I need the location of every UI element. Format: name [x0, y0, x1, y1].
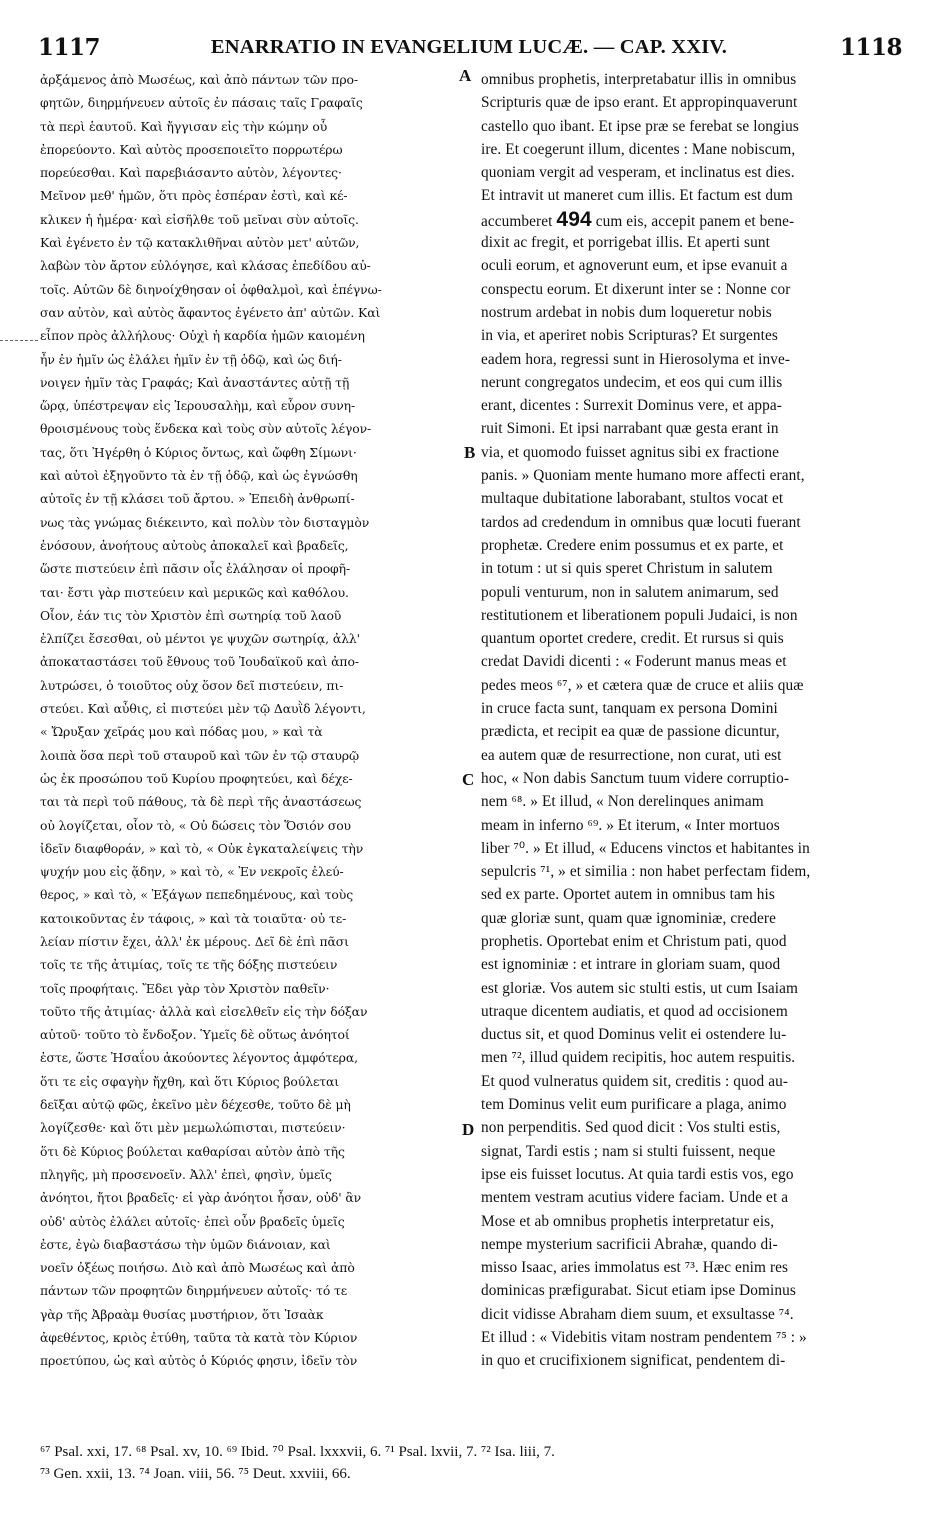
greek-text-line: ὡς ἐκ προσώπου τοῦ Κυρίου προφητεύει, καὶ δέχε-	[40, 770, 353, 786]
greek-text-line: φητῶν, διηρμήνευεν αὐτοῖς ἐν πάσαις ταῖς Γραφαῖς	[40, 95, 363, 111]
latin-text-line: est ignominiæ : et intrare in gloriam suam, quod	[481, 956, 781, 974]
footnote-line: ⁷³ Gen. xxii, 13. ⁷⁴ Joan. viii, 56. ⁷⁵ Deut. xxviii, 66.	[40, 1466, 351, 1482]
greek-text-line: ὅτι τε εἰς σφαγὴν ἤχθη, καὶ ὅτι Κύριος βούλεται	[40, 1073, 340, 1089]
latin-text-line: est gloriæ. Vos autem sic stulti estis, ut cum Isaiam	[481, 979, 799, 997]
latin-text-line: ruit Simoni. Et ipsi narrabant quæ gesta erant in	[481, 420, 779, 438]
latin-text-line: quæ gloriæ sunt, quam quæ ignominiæ, credere	[481, 909, 777, 927]
latin-text-line: via, et quomodo fuisset agnitus sibi ex fractione	[481, 443, 780, 461]
latin-text-line: eadem hora, regressi sunt in Hierosolyma et inve-	[481, 350, 791, 368]
greek-text-line: οὐ λογίζεται, οἷον τὸ, « Οὐ δώσεις τὸν Ὅσιόν σου	[40, 817, 351, 833]
greek-text-line: αὐτοῖς ἐν τῇ κλάσει τοῦ ἄρτου. » Ἐπειδὴ ἀνθρωπί-	[40, 491, 355, 507]
latin-text-line: omnibus prophetis, interpretabatur illis in omnibus	[481, 71, 797, 88]
margin-marker-b: B	[464, 443, 476, 462]
greek-text-line: ται· ἔστι γὰρ πιστεύειν καὶ μερικῶς καὶ καθόλου.	[40, 584, 349, 600]
greek-text-line: ἐπορεύοντο. Καὶ αὐτὸς προσεποιεῖτο πορρωτέρω	[40, 141, 343, 157]
right-page-number: 1118	[839, 34, 902, 61]
left-page-number: 1117	[38, 34, 101, 61]
greek-text-column	[40, 68, 452, 1373]
latin-text-line: pedes meos ⁶⁷, » et cætera quæ de cruce et aliis quæ	[481, 676, 804, 694]
latin-text-line: sepulcris ⁷¹, » et similia : non habet perfectam fidem,	[481, 863, 811, 881]
latin-text-line: in via, et aperiret nobis Scripturas? Et surgentes	[481, 327, 778, 345]
latin-text-line: meam in inferno ⁶⁹. » Et iterum, « Inter mortuos	[481, 816, 780, 834]
greek-text-line: λαβὼν τὸν ἄρτον εὐλόγησε, καὶ κλάσας ἐπεδίδου αὐ-	[40, 258, 371, 274]
latin-text-line: Scripturis quæ de ipso erant. Et appropinquaverunt	[481, 94, 798, 112]
greek-text-line: κατοικοῦντας ἐν τάφοις, » καὶ τὰ τοιαῦτα· οὐ τε-	[40, 910, 347, 926]
latin-text-line: ductus sit, et quod Dominus velit ei ostendere lu-	[481, 1026, 787, 1044]
greek-text-line: τοῦτο τῆς ἀτιμίας· ἀλλὰ καὶ εἰσελθεῖν εἰς τὴν δόξαν	[40, 1003, 368, 1019]
latin-text-line: in quo et crucifixionem significat, pendentem di-	[481, 1352, 786, 1370]
margin-marker-c: C	[462, 770, 475, 789]
greek-text-line: καὶ αὐτοὶ ἐξηγοῦντο τὰ ἐν τῇ ὁδῷ, καὶ ὡς ἐγνώσθη	[40, 468, 358, 484]
greek-text-line: ἰδεῖν διαφθοράν, » καὶ τὸ, « Οὐκ ἐγκαταλείψεις τὴν	[40, 840, 364, 856]
greek-text-line: ἀνόητοι, ἤτοι βραδεῖς· εἰ γὰρ ἀνόητοι ἦσαν, οὐδ' ἂν	[40, 1190, 362, 1206]
latin-text-line: misso Isaac, aries immolatus est ⁷³. Hæc enim res	[481, 1259, 789, 1277]
latin-text-column	[481, 68, 903, 1373]
greek-text-line: ἀφεθέντος, κριὸς ἐτύθη, ταῦτα τὰ κατὰ τὸν Κύριον	[40, 1330, 358, 1346]
greek-text-line: θροισμένους τοὺς ἕνδεκα καὶ τοὺς σὺν αὐτοῖς λέγον-	[40, 421, 372, 437]
greek-text-line: νοιγεν ἡμῖν τὰς Γραφάς; Καὶ ἀναστάντες αὐτῇ τῇ	[40, 374, 350, 390]
footnotes	[40, 1441, 910, 1485]
greek-text-line: ἦν ἐν ἡμῖν ὡς ἐλάλει ἡμῖν ἐν τῇ ὁδῷ, καὶ ὡς διή-	[40, 351, 342, 367]
greek-text-line: ἐστε, ὥστε Ἠσαΐου ἀκούοντες λέγοντος ἀμφότερα,	[40, 1050, 358, 1066]
greek-text-line: λείαν πίστιν ἔχει, ἀλλ' ἐκ μέρους. Δεῖ δὲ ἐπὶ πᾶσι	[40, 933, 349, 949]
latin-text-line: panis. » Quoniam mente humano more affecti erant,	[481, 467, 805, 485]
greek-text-line: τοῖς. Αὐτῶν δὲ διηνοίχθησαν οἱ ὀφθαλμοὶ, καὶ ἐπέγνω-	[40, 281, 382, 297]
latin-text-line: signat, Tardi estis ; nam si stulti fuissent, neque	[481, 1142, 776, 1160]
greek-text-line: αὐτοῦ· τοῦτο τὸ ἔνδοξον. Ὑμεῖς δὲ οὕτως ἀνόητοί	[40, 1027, 350, 1043]
greek-text-line: κλικεν ἡ ἡμέρα· καὶ εἰσῆλθε τοῦ μεῖναι σὺν αὐτοῖς.	[40, 211, 359, 227]
latin-text-line: non perpenditis. Sed quod dicit : Vos stulti estis,	[481, 1119, 781, 1137]
greek-text-line: Καὶ ἐγένετο ἐν τῷ κατακλιθῆναι αὐτὸν μετ' αὐτῶν,	[40, 235, 360, 251]
greek-text-line: « Ὤρυξαν χεῖράς μου καὶ πόδας μου, » καὶ τὰ	[40, 724, 323, 740]
latin-text-line: dominicas præfigurabat. Sicut etiam ipse Dominus	[481, 1282, 796, 1300]
latin-text-line: prophetis. Oportebat enim et Christum pati, quod	[481, 932, 787, 950]
greek-text-line: προετύπου, ὡς καὶ αὐτὸς ὁ Κύριός φησιν, ἰδεῖν τὸν	[40, 1353, 358, 1369]
margin-marker-a: A	[459, 66, 472, 85]
latin-text-line: in cruce facta sunt, tanquam ex persona Domini	[481, 700, 778, 718]
greek-text-line: λογίζεσθε· καὶ ὅτι μὲν μεμωλώπισται, πιστεύειν·	[40, 1120, 346, 1136]
greek-text-line: νοεῖν ὀξέως ποιήσω. Διὸ καὶ ἀπὸ Μωσέως καὶ ἀπὸ	[40, 1260, 355, 1276]
footnote-line: ⁶⁷ Psal. xxi, 17. ⁶⁸ Psal. xv, 10. ⁶⁹ Ibid. ⁷⁰ Psal. lxxxvii, 6. ⁷¹ Psal. lxvii, 7. ⁷² Isa. liii, 7.	[40, 1444, 555, 1460]
running-header	[0, 34, 938, 64]
greek-text-line: δεῖξαι αὐτῷ φῶς, ἐκεῖνο μὲν δέχεσθε, τοῦτο δὲ μὴ	[40, 1097, 351, 1113]
latin-text-line: quoniam vergit ad vesperam, et inclinatus est dies.	[481, 164, 795, 182]
latin-text-line: castello quo ibant. Et ipse præ se ferebat se longius	[481, 117, 799, 135]
greek-text-line: πληγῆς, μὴ προσενοεῖν. Ἀλλ' ἐπεὶ, φησὶν, ὑμεῖς	[40, 1166, 332, 1182]
latin-text-line: liber ⁷⁰. » Et illud, « Educens vinctos et habitantes in	[481, 839, 810, 857]
latin-text-line: nerunt congregatos undecim, et eos qui cum illis	[481, 373, 783, 391]
greek-text-line: ται τὰ περὶ τοῦ πάθους, τὰ δὲ περὶ τῆς ἀναστάσεως	[40, 794, 362, 810]
latin-text-line: hoc, « Non dabis Sanctum tuum videre corruptio-	[481, 769, 790, 787]
latin-text-line: tardos ad credendum in omnibus quæ locuti fuerant	[481, 513, 801, 531]
latin-text-line: ipse eis fuisset locutus. At quia tardi estis vos, ego	[481, 1165, 794, 1183]
greek-text-line: ἐνόσουν, ἀνοήτους αὐτοὺς ἀποκαλεῖ καὶ βραδεῖς,	[40, 537, 349, 553]
latin-text-line: accumberet 494 cum eis, accepit panem et bene-	[481, 207, 795, 231]
greek-text-line: Μεῖνον μεθ' ἡμῶν, ὅτι πρὸς ἑσπέραν ἐστὶ, καὶ κέ-	[40, 188, 348, 204]
latin-text-line: Et illud : « Videbitis vitam nostram pendentem ⁷⁵ : »	[481, 1329, 807, 1347]
latin-text-line: prædicta, et recipit ea quæ de passione dicuntur,	[481, 723, 780, 741]
latin-text-line: quantum oportet credere, credit. Et rursus si quis	[481, 630, 784, 648]
margin-rule	[0, 340, 38, 342]
greek-text-line: τοῖς τε τῆς ἀτιμίας, τοῖς τε τῆς δόξης πιστεύειν	[40, 957, 338, 973]
column-number: 494	[556, 207, 592, 231]
greek-text-line: ψυχήν μου εἰς ᾅδην, » καὶ τὸ, « Ἐν νεκροῖς ἐλεύ-	[40, 864, 344, 880]
latin-text-line: in totum : ut si quis speret Christum in salutem	[481, 560, 773, 578]
latin-text-line: dixit ac fregit, et porrigebat illis. Et aperti sunt	[481, 234, 770, 252]
greek-text-line: ἐλπίζει ἔσεσθαι, οὐ μέντοι γε ψυχῶν σωτηρίᾳ, ἀλλ'	[40, 631, 360, 647]
greek-text-line: πάντων τῶν προφητῶν διηρμήνευεν αὐτοῖς· τό τε	[40, 1283, 348, 1299]
latin-text-line: tem Dominus velit eum purificare a plaga, animo	[481, 1096, 787, 1114]
latin-text-line: nem ⁶⁸. » Et illud, « Non derelinques animam	[481, 793, 764, 811]
greek-text-line: θερος, » καὶ τὸ, « Ἐξάγων πεπεδημένους, καὶ τοὺς	[40, 887, 354, 903]
greek-text-line: ὥρᾳ, ὑπέστρεψαν εἰς Ἱερουσαλὴμ, καὶ εὗρον συνη-	[40, 398, 356, 414]
latin-text-line: conspectu eorum. Et dixerunt inter se : Nonne cor	[481, 280, 791, 298]
greek-text-line: ὅτι δὲ Κύριος βούλεται καθαρίσαι αὐτὸν ἀπὸ τῆς	[40, 1143, 345, 1159]
greek-text-line: ἀποκαταστάσει τοῦ ἔθνους τοῦ Ἰουδαϊκοῦ καὶ ἀπο-	[40, 654, 359, 670]
latin-text-line: populi venturum, non in salutem animarum, sed	[481, 583, 779, 601]
latin-text-line: Et quod vulneratus quidem sit, creditis : quod au-	[481, 1072, 789, 1090]
latin-text-line: ire. Et coegerunt illum, dicentes : Mane nobiscum,	[481, 140, 796, 158]
latin-line-tail: cum eis, accepit panem et bene-	[591, 212, 795, 230]
greek-text-line: ἐστε, ἐγὼ διαβαστάσω τὴν ὑμῶν διάνοιαν, καὶ	[40, 1236, 331, 1252]
greek-text-line: σαν αὐτὸν, καὶ αὐτὸς ἄφαντος ἐγένετο ἀπ' αὐτῶν. Καὶ	[40, 304, 381, 320]
latin-text-line: credat Davidi dicenti : « Foderunt manus meas et	[481, 653, 787, 671]
latin-text-line: nempe mysterium sacrificii Abrahæ, quando di-	[481, 1235, 778, 1253]
latin-text-line: Mose et ab omnibus prophetis interpretatur eis,	[481, 1212, 775, 1230]
latin-text-line: multaque dubitatione laborabant, stultos vocat et	[481, 490, 784, 508]
latin-text-line: men ⁷², illud quidem recipitis, hoc autem respuitis.	[481, 1049, 796, 1067]
running-title: ENARRATIO IN EVANGELIUM LUCÆ. — CAP. XXIV.	[210, 36, 728, 58]
latin-text-line: sed ex parte. Oportet autem in omnibus tam his	[481, 886, 775, 904]
greek-text-line: γὰρ τῆς Ἀβραὰμ θυσίας μυστήριον, ὅτι Ἰσαὰκ	[40, 1306, 324, 1322]
latin-text-line: dicit vidisse Abraham diem suum, et exsultasse ⁷⁴.	[481, 1305, 794, 1323]
latin-text-line: utraque dicentem audiatis, et quod ad occisionem	[481, 1002, 788, 1020]
greek-text-line: νως τὰς γνώμας διέκειντο, καὶ πολὺν τὸν δισταγμὸν	[40, 514, 370, 530]
greek-text-line: τὰ περὶ ἑαυτοῦ. Καὶ ἤγγισαν εἰς τὴν κώμην οὗ	[40, 118, 328, 134]
greek-text-line: πορεύεσθαι. Καὶ παρεβιάσαντο αὐτὸν, λέγοντες·	[40, 165, 342, 181]
greek-text-line: ἀρξάμενος ἀπὸ Μωσέως, καὶ ἀπὸ πάντων τῶν προ-	[40, 72, 358, 87]
latin-text-line: prophetæ. Credere enim possumus et ex parte, et	[481, 536, 784, 554]
latin-text-line: erant, dicentes : Surrexit Dominus vere, et appa-	[481, 397, 782, 415]
greek-text-line: λοιπὰ ὅσα περὶ τοῦ σταυροῦ καὶ τῶν ἐν τῷ σταυρῷ	[40, 747, 359, 763]
latin-text-line: Et intravit ut maneret cum illis. Et factum est dum	[481, 187, 793, 205]
latin-text-line: ea autem quæ de resurrectione, non curat, uti est	[481, 746, 782, 764]
latin-text-line: mentem vestram acutius videre faciam. Unde et a	[481, 1189, 789, 1207]
greek-text-line: λυτρώσει, ὁ τοιοῦτος οὐχ ὅσον δεῖ πιστεύειν, πι-	[40, 677, 344, 693]
latin-text-line: oculi eorum, et agnoverunt eum, et ipse evanuit a	[481, 257, 788, 275]
greek-text-line: στεύει. Καὶ αὖθις, εἰ πιστεύει μὲν τῷ Δαυῒδ λέγοντι,	[40, 701, 366, 717]
greek-text-line: εἶπον πρὸς ἀλλήλους· Οὐχὶ ἡ καρδία ἡμῶν καιομένη	[40, 328, 365, 344]
greek-text-line: Οἷον, ἐάν τις τὸν Χριστὸν ἐπὶ σωτηρίᾳ τοῦ λαοῦ	[40, 607, 342, 623]
greek-text-line: τας, ὅτι Ἠγέρθη ὁ Κύριος ὄντως, καὶ ὤφθη Σίμωνι·	[40, 444, 357, 460]
greek-text-line: τοῖς προφήταις. Ἔδει γὰρ τὸν Χριστὸν παθεῖν·	[40, 980, 330, 996]
greek-text-line: οὐδ' αὐτὸς ἐλάλει αὐτοῖς· ἐπεὶ οὖν βραδεῖς ὑμεῖς	[40, 1213, 345, 1229]
margin-marker-d: D	[462, 1120, 475, 1139]
greek-text-line: ὥστε πιστεύειν ἐπὶ πᾶσιν οἷς ἐλάλησαν οἱ προφῆ-	[40, 561, 351, 577]
latin-text-line: nostrum ardebat in nobis dum loqueretur nobis	[481, 303, 772, 321]
latin-text-line: restitutionem et liberationem populi Judaici, is non	[481, 606, 798, 624]
